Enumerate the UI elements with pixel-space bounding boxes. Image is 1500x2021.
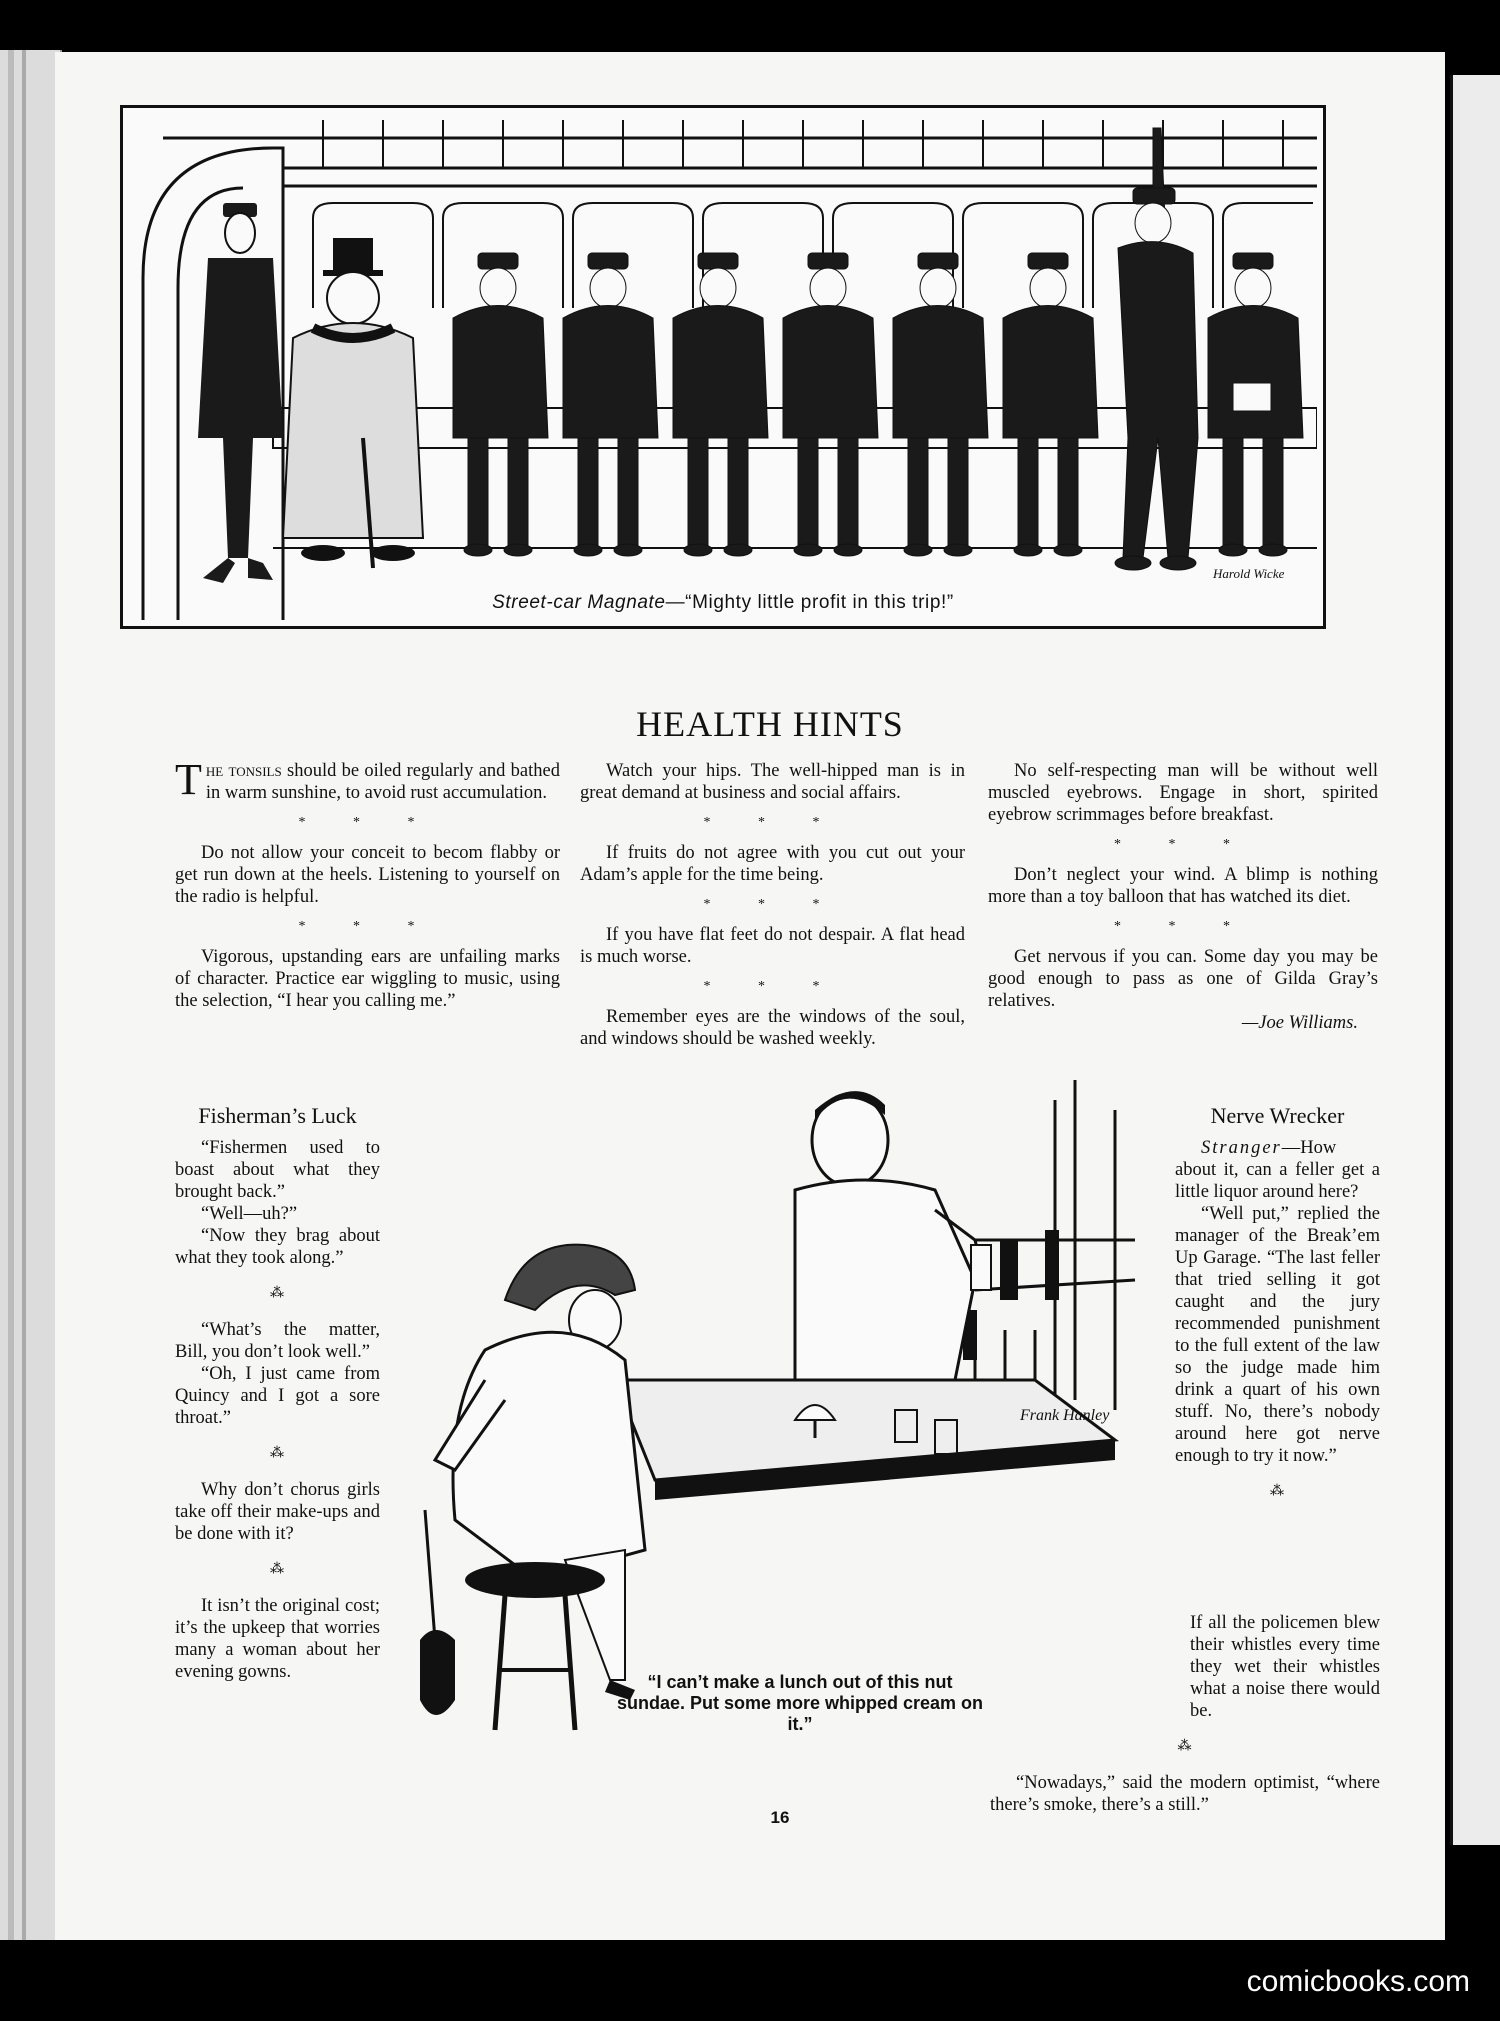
col3-paragraph-2: Don’t neglect your wind. A blimp is nothing more than a toy balloon that has watched its diet.: [988, 865, 1378, 907]
bar-cartoon-caption: “I can’t make a lunch out of this nut sundae. Put some more whipped cream on it.”: [616, 1672, 984, 1734]
section-separator: * * *: [1114, 837, 1252, 852]
section-separator: * * *: [703, 815, 842, 830]
col2-paragraph-4: Remember eyes are the windows of the soul, and windows should be washed weekly.: [580, 1007, 965, 1049]
ornament-separator: ⁂: [270, 1286, 285, 1301]
ornament-separator: ⁂: [1177, 1739, 1193, 1754]
site-watermark: comicbooks.com: [1246, 1965, 1470, 1998]
joke-line: It isn’t the original cost; it’s the upkeep that worries many a woman about her evening gowns.: [175, 1596, 380, 1682]
col3-paragraph-1: No self-respecting man will be without well muscled eyebrows. Engage in short, spirited eyebrow scrimmages before breakfast.: [988, 761, 1378, 825]
col1-paragraph-3: Vigorous, upstanding ears are unfailing marks of character. Practice ear wiggling to music, using the selection, “I hear you calling me.”: [175, 947, 560, 1011]
joke-line: If all the policemen blew their whistles every time they wet their whistles what a noise there would be.: [1190, 1613, 1380, 1721]
health-hints-column-2: [580, 760, 965, 1050]
joke-line: [1175, 1137, 1380, 1203]
col2-paragraph-1: Watch your hips. The well-hipped man is in great demand at business and social affairs.: [580, 761, 965, 803]
page-number: 16: [770, 1808, 790, 1827]
facing-page-edge: [1450, 75, 1500, 1845]
speaker-name: Stranger: [1201, 1138, 1282, 1158]
joke-line: “Well put,” replied the manager of the Break’em Up Garage. “The last feller that tried selling it got caught and the jury recommended punishment to the full extent of the law so the judge made him drink a quart of his own stuff. No, there’s nobody around here got nerve enough to try it now.”: [1175, 1204, 1380, 1466]
nerve-wrecker-title: Nerve Wrecker: [1210, 1103, 1345, 1128]
caption-speaker: Street-car Magnate: [492, 592, 666, 613]
ornament-separator: ⁂: [1270, 1484, 1285, 1499]
fishermans-luck-title: Fisherman’s Luck: [198, 1103, 357, 1128]
joke-line: “Oh, I just came from Quincy and I got a sore throat.”: [175, 1364, 380, 1428]
section-separator: * * *: [703, 979, 842, 994]
joke-text: —How about it, can a feller get a little liquor around here?: [1175, 1138, 1380, 1202]
streetcar-cartoon: [120, 105, 1326, 629]
drop-cap: T: [175, 755, 202, 804]
col1-paragraph-2: Do not allow your conceit to becom flabby or get run down at the heels. Listening to yourself on the radio is helpful.: [175, 843, 560, 907]
health-hints-column-3: [988, 760, 1378, 1034]
ornament-separator: ⁂: [270, 1562, 285, 1577]
joke-line: Why don’t chorus girls take off their make-ups and be done with it?: [175, 1480, 380, 1544]
nerve-wrecker-column: [1175, 1105, 1380, 1517]
page-headline: HEALTH HINTS: [636, 704, 904, 744]
col2-paragraph-3: If you have flat feet do not despair. A flat head is much worse.: [580, 925, 965, 967]
col1-paragraph-1: [175, 755, 560, 804]
health-hints-column-1: [175, 755, 560, 1012]
joke-line: “Nowadays,” said the modern optimist, “where there’s smoke, there’s a still.”: [990, 1773, 1380, 1815]
section-separator: * * *: [298, 919, 437, 934]
streetcar-illustration: [123, 108, 1317, 620]
joke-line: “What’s the matter, Bill, you don’t look well.”: [175, 1320, 380, 1362]
byline: —Joe Williams.: [1241, 1013, 1358, 1033]
top-cartoon-caption: [123, 592, 1323, 614]
fishermans-luck-column: [175, 1105, 380, 1683]
col1-p1-text: should be oiled regularly and bathed in warm sunshine, to avoid rust accumulation.: [205, 761, 560, 803]
joke-line: “Now they brag about what they took along.”: [175, 1226, 380, 1268]
joke-line: “Fishermen used to boast about what they brought back.”: [175, 1138, 380, 1202]
section-separator: * * *: [1114, 919, 1252, 934]
section-separator: * * *: [703, 897, 842, 912]
bar-cartoon-signature: Frank Hanley: [1020, 1407, 1110, 1424]
top-cartoon-signature: Harold Wicke: [1213, 566, 1285, 581]
section-separator: * * *: [298, 815, 437, 830]
caption-quote: —“Mighty little profit in this trip!”: [665, 592, 954, 613]
lead-smallcaps: he tonsils: [205, 761, 282, 781]
book-page-edges: [0, 50, 62, 1940]
bottom-right-jokes: [990, 1612, 1380, 1816]
ornament-separator: ⁂: [270, 1446, 285, 1461]
joke-line: “Well—uh?”: [201, 1204, 298, 1224]
col3-paragraph-3: Get nervous if you can. Some day you may be good enough to pass as one of Gilda Gray’s relatives.: [988, 947, 1378, 1011]
col2-paragraph-2: If fruits do not agree with you cut out your Adam’s apple for the time being.: [580, 843, 965, 885]
